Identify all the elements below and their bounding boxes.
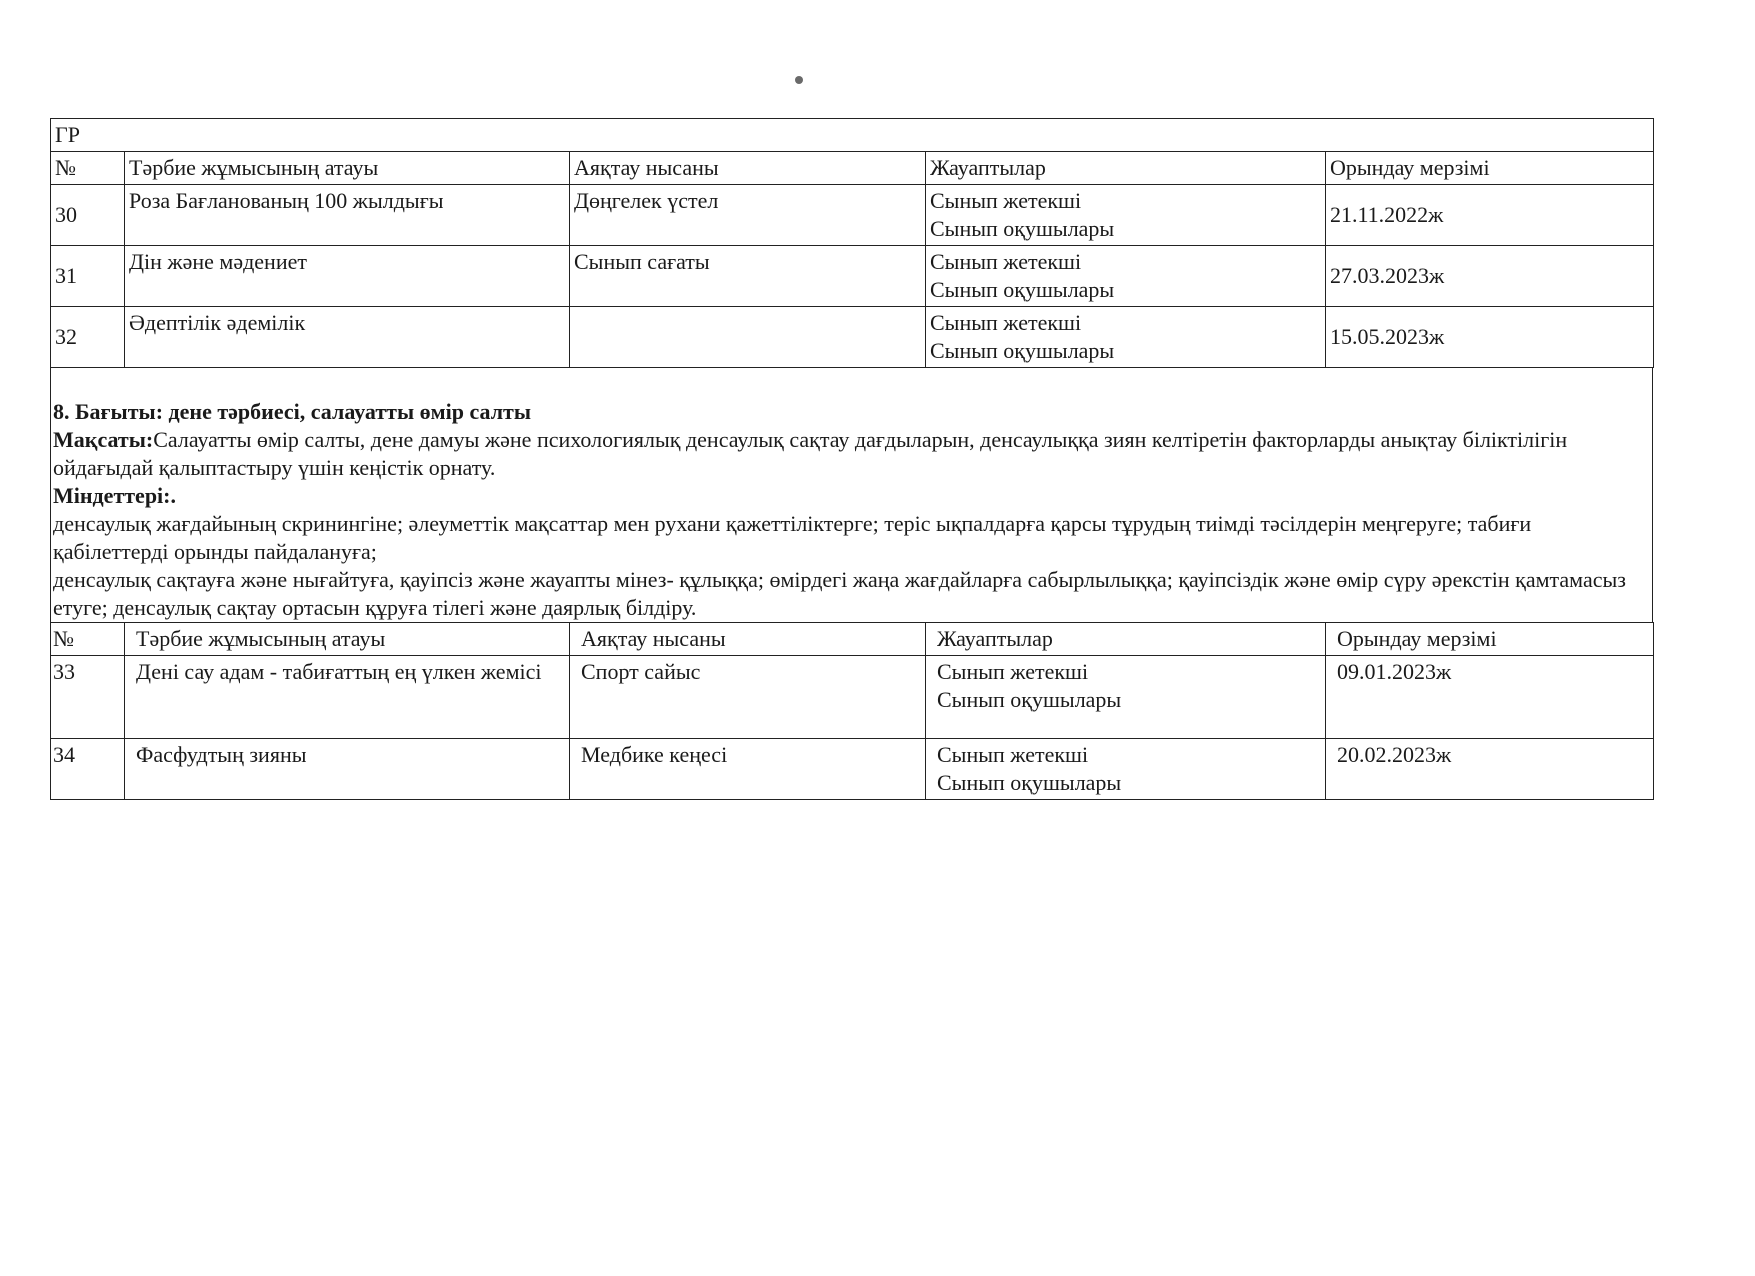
row-date: 27.03.2023ж — [1326, 246, 1654, 307]
group-label: ГР — [51, 119, 1654, 152]
row-num: 31 — [51, 246, 125, 307]
row-num: 30 — [51, 185, 125, 246]
row-num: 32 — [51, 307, 125, 368]
row-form: Сынып сағаты — [570, 246, 926, 307]
tasks-label: Міндеттері:. — [53, 483, 176, 508]
header-resp: Жауаптылар — [926, 152, 1326, 185]
row-resp — [926, 656, 1326, 739]
row-date: 09.01.2023ж — [1326, 656, 1654, 739]
row-form: Дөңгелек үстел — [570, 185, 926, 246]
section-goal — [53, 426, 1650, 482]
table-row — [51, 656, 1654, 739]
row-name: Роза Бағланованың 100 жылдығы — [125, 185, 570, 246]
resp-line: Сынып оқушылары — [930, 338, 1115, 363]
header-num: № — [51, 623, 125, 656]
header-date: Орындау мерзімі — [1326, 623, 1654, 656]
resp-line: Сынып оқушылары — [930, 216, 1115, 241]
tasks-text-2: денсаулық сақтауға және нығайтуға, қауіпсіз және жауапты мінез- құлыққа; өмірдегі жаңа жағдайларға сабырлылыққа; қауіпсіздік және өмір сүру әрекстін қамтамасыз етуге; денсаулық сақтау ортасын құруға тілегі және даярлық білдіру. — [53, 567, 1626, 620]
header-name: Тәрбие жұмысының атауы — [125, 623, 570, 656]
row-form — [570, 307, 926, 368]
table-row — [51, 246, 1654, 307]
header-row — [51, 152, 1654, 185]
goal-label: Мақсаты: — [53, 427, 154, 452]
activities-table-1 — [50, 118, 1654, 368]
row-resp — [926, 739, 1326, 800]
resp-line: Сынып жетекші — [937, 659, 1089, 684]
row-date: 15.05.2023ж — [1326, 307, 1654, 368]
scan-speck — [795, 76, 803, 84]
row-resp — [926, 307, 1326, 368]
table-row — [51, 739, 1654, 800]
row-name: Әдептілік әдемілік — [125, 307, 570, 368]
row-resp — [926, 246, 1326, 307]
header-form: Аяқтау нысаны — [570, 152, 926, 185]
header-form: Аяқтау нысаны — [570, 623, 926, 656]
row-form: Медбике кеңесі — [570, 739, 926, 800]
resp-line: Сынып жетекші — [930, 310, 1082, 335]
row-num: 33 — [51, 656, 125, 739]
resp-line: Сынып жетекші — [930, 249, 1082, 274]
header-num: № — [51, 152, 125, 185]
resp-line: Сынып оқушылары — [937, 770, 1122, 795]
section-title: 8. Бағыты: дене тәрбиесі, салауатты өмір салты — [53, 399, 532, 424]
header-row — [51, 623, 1654, 656]
section-8 — [50, 368, 1653, 622]
goal-text: Салауатты өмір салты, дене дамуы және психологиялық денсаулық сақтау дағдыларын, денсаулыққа зиян келтіретін факторларды анықтау біліктілігін ойдағыдай қалыптастыру үшін кеңістік орнату. — [53, 427, 1568, 480]
row-date: 21.11.2022ж — [1326, 185, 1654, 246]
activities-table-2 — [50, 622, 1654, 800]
row-form: Спорт сайыс — [570, 656, 926, 739]
document-page — [50, 118, 1653, 800]
header-name: Тәрбие жұмысының атауы — [125, 152, 570, 185]
row-name: Фасфудтың зияны — [125, 739, 570, 800]
header-date: Орындау мерзімі — [1326, 152, 1654, 185]
row-num: 34 — [51, 739, 125, 800]
tasks-text-1: денсаулық жағдайының скринингіне; әлеуметтік мақсаттар мен рухани қажеттіліктерге; теріс ықпалдарға қарсы тұрудың тиімді тәсілдерін меңгеруге; табиғи қабілеттерді орынды пайдалануға; — [53, 511, 1532, 564]
resp-line: Сынып жетекші — [937, 742, 1089, 767]
row-name: Дені сау адам - табиғаттың ең үлкен жемісі — [125, 656, 570, 739]
row-name: Дін және мәдениет — [125, 246, 570, 307]
resp-line: Сынып жетекші — [930, 188, 1082, 213]
row-resp — [926, 185, 1326, 246]
header-resp: Жауаптылар — [926, 623, 1326, 656]
row-date: 20.02.2023ж — [1326, 739, 1654, 800]
group-row — [51, 119, 1654, 152]
resp-line: Сынып оқушылары — [930, 277, 1115, 302]
table-row — [51, 307, 1654, 368]
resp-line: Сынып оқушылары — [937, 687, 1122, 712]
table-row — [51, 185, 1654, 246]
